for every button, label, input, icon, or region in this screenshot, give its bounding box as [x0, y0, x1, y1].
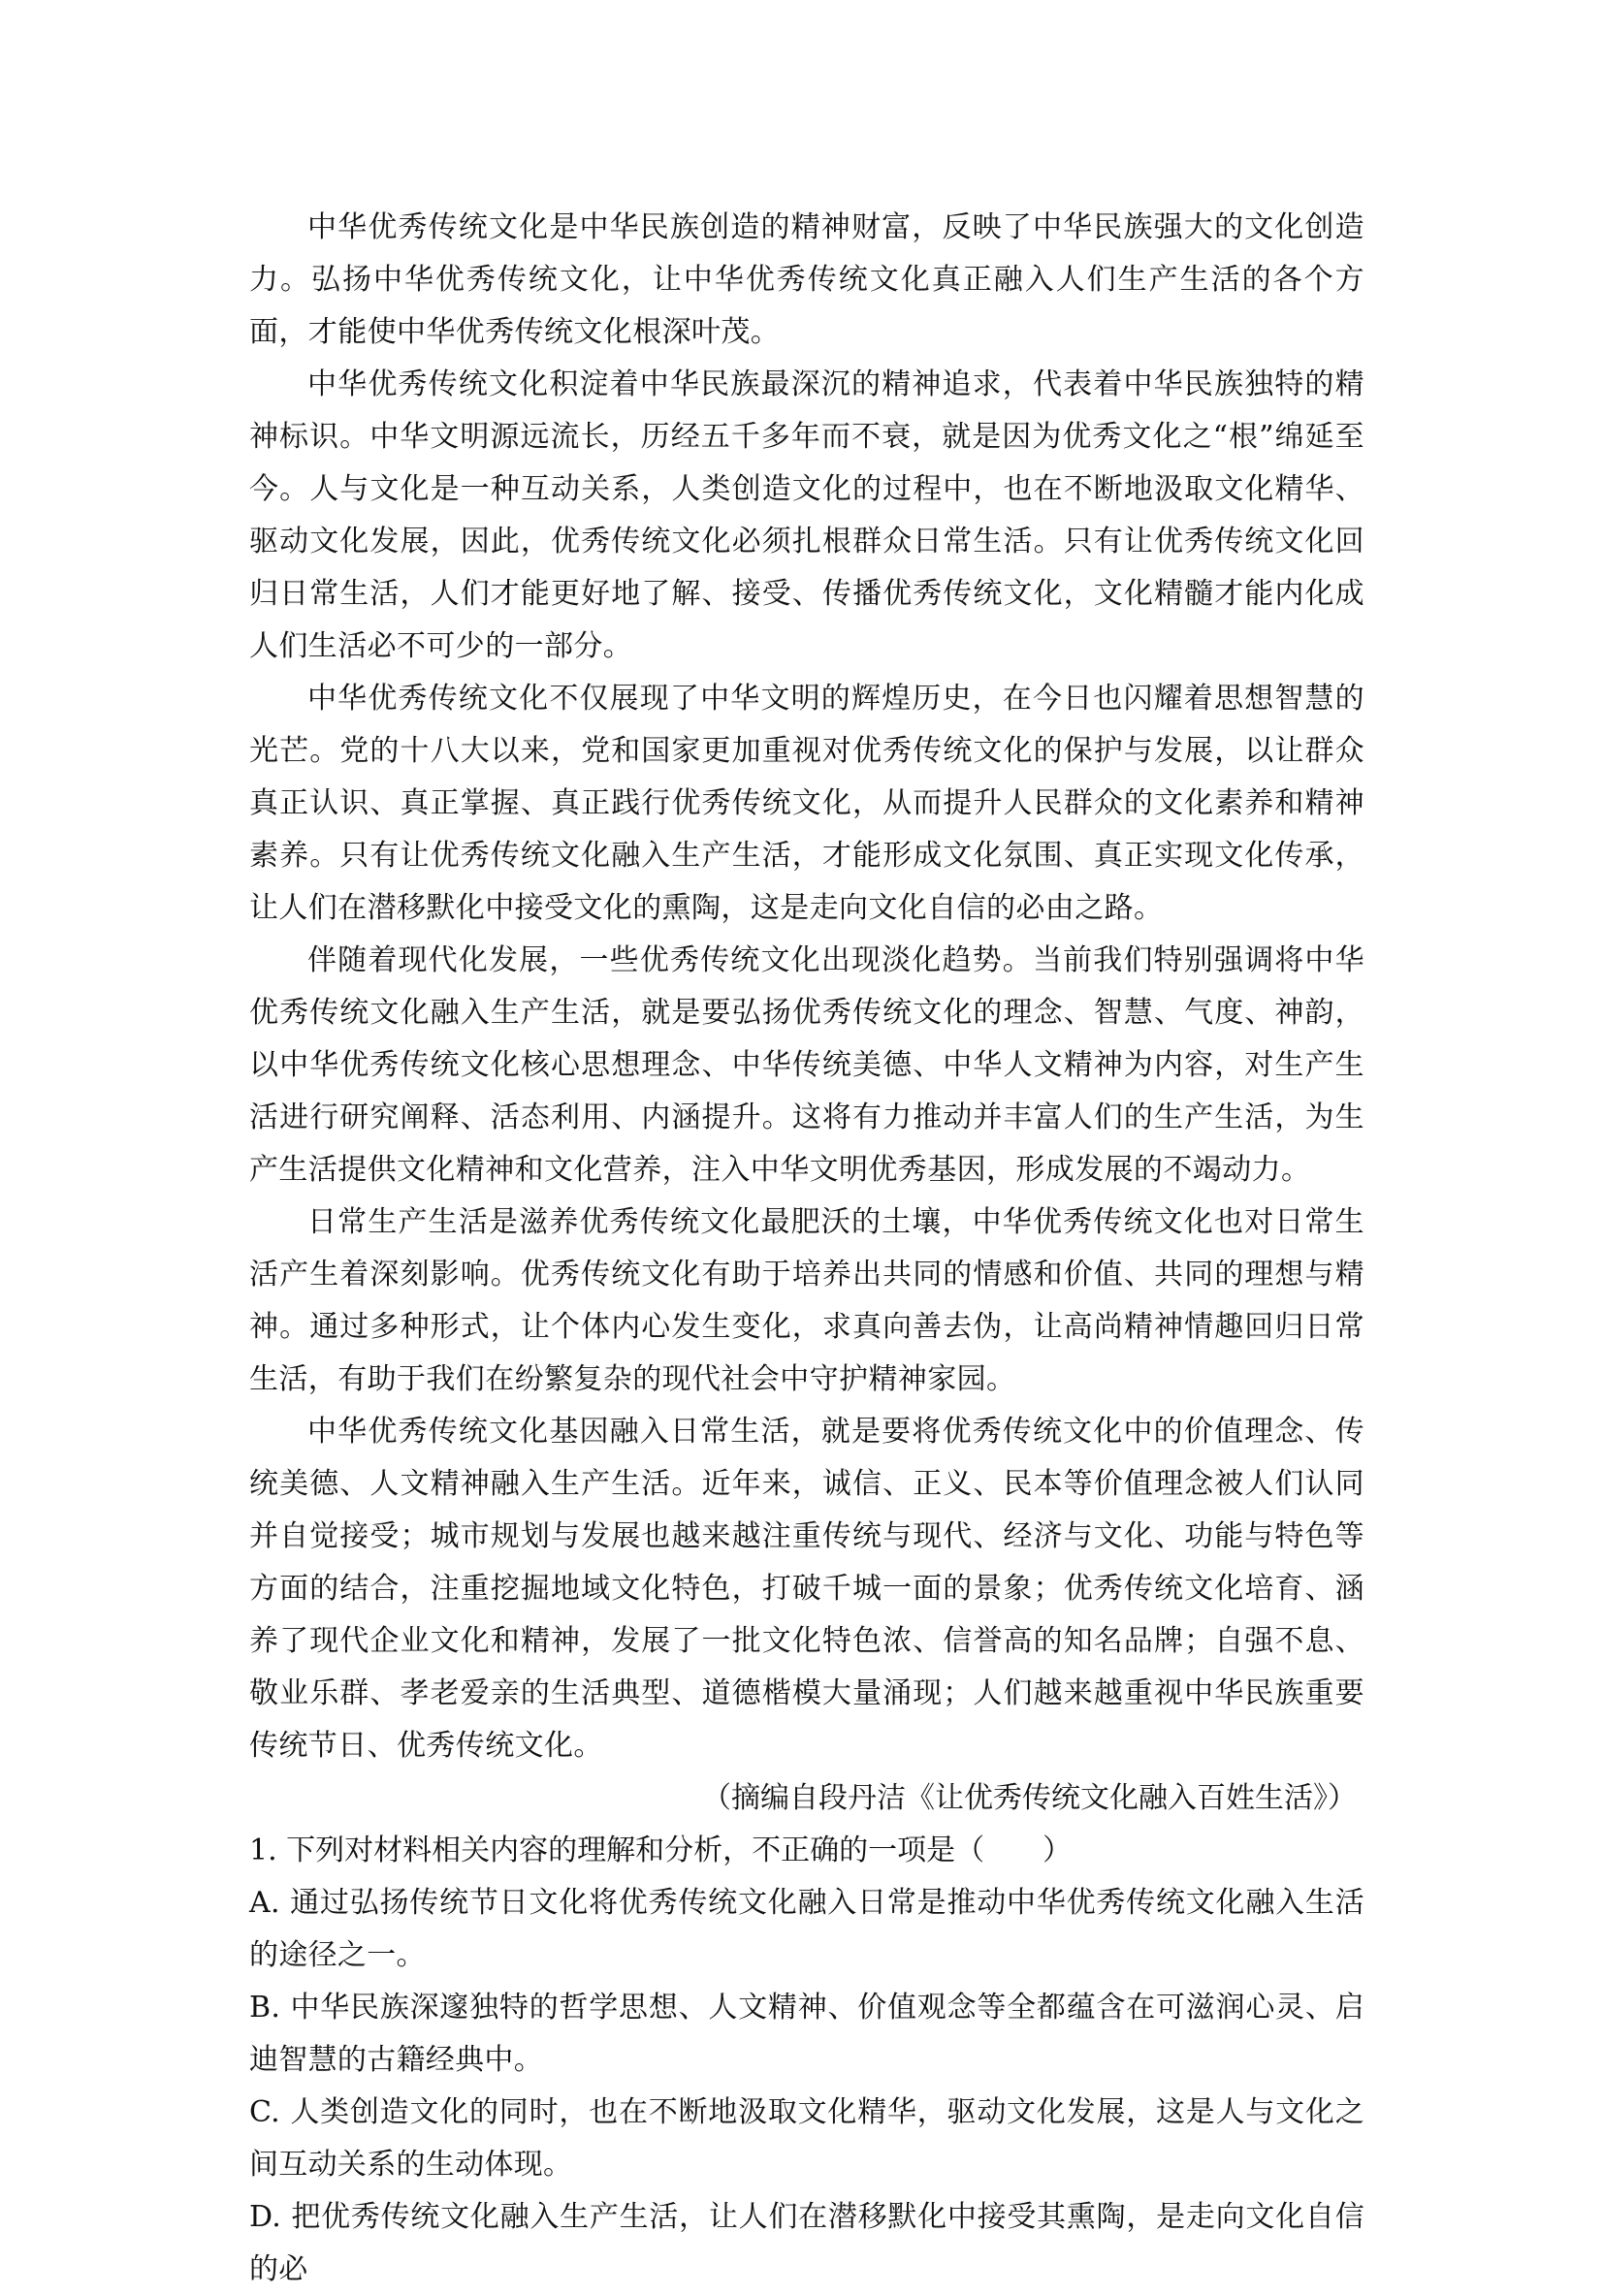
question-option-b: B. 中华民族深邃独特的哲学思想、人文精神、价值观念等全都蕴含在可滋润心灵、启迪智慧的古籍经典中。 [249, 1991, 1364, 2077]
article-paragraph-5: 日常生产生活是滋养优秀传统文化最肥沃的土壤，中华优秀传统文化也对日常生活产生着深刻影响。优秀传统文化有助于培养出共同的情感和价值、共同的理想与精神。通过多种形式，让个体内心发生变化，求真向善去伪，让高尚精神情趣回归日常生活，有助于我们在纷繁复杂的现代社会中守护精神家园。 [249, 1205, 1364, 1396]
article-source: （摘编自段丹洁《让优秀传统文化融入百姓生活》） [702, 1781, 1357, 1815]
question-stem: 1. 下列对材料相关内容的理解和分析，不正确的一项是（ ） [249, 1834, 1073, 1867]
article-paragraph-2: 中华优秀传统文化积淀着中华民族最深沉的精神追求，代表着中华民族独特的精神标识。中华文明源远流长，历经五千多年而不衰，就是因为优秀文化之“根”绵延至今。人与文化是一种互动关系，人类创造文化的过程中，也在不断地汲取文化精华、驱动文化发展，因此，优秀传统文化必须扎根群众日常生活。只有让优秀传统文化回归日常生活，人们才能更好地了解、接受、传播优秀传统文化，文化精髓才能内化成人们生活必不可少的一部分。 [249, 367, 1364, 663]
article-paragraph-1: 中华优秀传统文化是中华民族创造的精神财富，反映了中华民族强大的文化创造力。弘扬中华优秀传统文化，让中华优秀传统文化真正融入人们生产生活的各个方面，才能使中华优秀传统文化根深叶茂。 [249, 210, 1364, 349]
article-paragraph-3: 中华优秀传统文化不仅展现了中华文明的辉煌历史，在今日也闪耀着思想智慧的光芒。党的十八大以来，党和国家更加重视对优秀传统文化的保护与发展，以让群众真正认识、真正掌握、真正践行优秀传统文化，从而提升人民群众的文化素养和精神素养。只有让优秀传统文化融入生产生活，才能形成文化氛围、真正实现文化传承，让人们在潜移默化中接受文化的熏陶，这是走向文化自信的必由之路。 [249, 682, 1364, 925]
question-option-a: A. 通过弘扬传统节日文化将优秀传统文化融入日常是推动中华优秀传统文化融入生活的途径之一。 [249, 1886, 1364, 1972]
question-option-d: D. 把优秀传统文化融入生产生活，让人们在潜移默化中接受其熏陶，是走向文化自信的必 [249, 2200, 1364, 2286]
article-paragraph-6: 中华优秀传统文化基因融入日常生活，就是要将优秀传统文化中的价值理念、传统美德、人文精神融入生产生活。近年来，诚信、正义、民本等价值理念被人们认同并自觉接受；城市规划与发展也越来越注重传统与现代、经济与文化、功能与特色等方面的结合，注重挖掘地域文化特色，打破千城一面的景象；优秀传统文化培育、涵养了现代企业文化和精神，发展了一批文化特色浓、信誉高的知名品牌；自强不息、敬业乐群、孝老爱亲的生活典型、道德楷模大量涌现；人们越来越重视中华民族重要传统节日、优秀传统文化。 [249, 1415, 1364, 1763]
document-page [249, 202, 1364, 2296]
question-option-c: C. 人类创造文化的同时，也在不断地汲取文化精华，驱动文化发展，这是人与文化之间互动关系的生动体现。 [249, 2095, 1364, 2182]
article-paragraph-4: 伴随着现代化发展，一些优秀传统文化出现淡化趋势。当前我们特别强调将中华优秀传统文化融入生产生活，就是要弘扬优秀传统文化的理念、智慧、气度、神韵，以中华优秀传统文化核心思想理念、中华传统美德、中华人文精神为内容，对生产生活进行研究阐释、活态利用、内涵提升。这将有力推动并丰富人们的生产生活，为生产生活提供文化精神和文化营养，注入中华文明优秀基因，形成发展的不竭动力。 [249, 943, 1364, 1187]
